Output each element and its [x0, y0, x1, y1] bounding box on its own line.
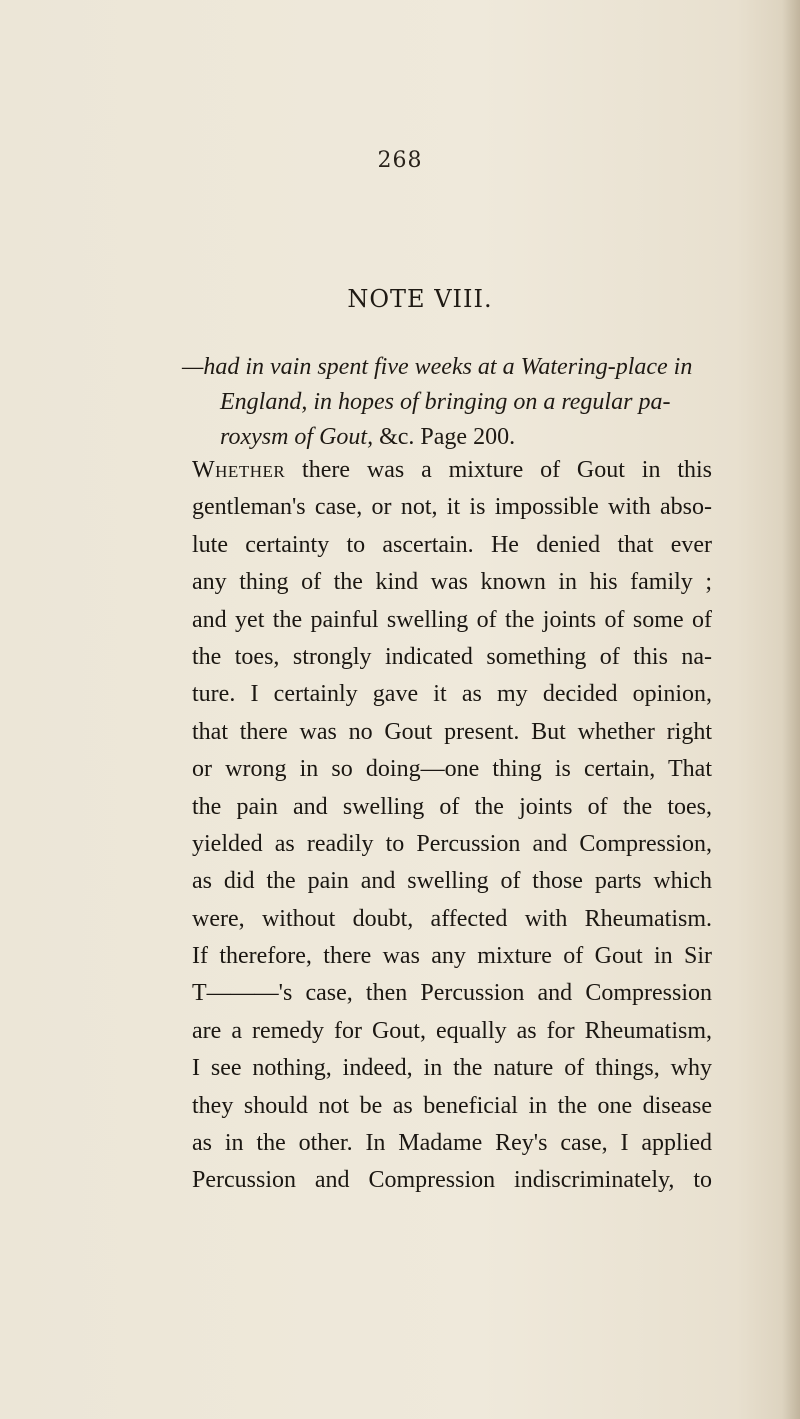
quote-line-1-text: —had in vain spent five weeks at a Watering-place in [182, 354, 693, 380]
body-line: I see nothing, indeed, in the nature of things, why [192, 1055, 712, 1082]
quote-line-2 [182, 385, 702, 420]
body-line: any thing of the kind was known in his family ; [192, 569, 712, 596]
body-line: If therefore, there was any mixture of Gout in Sir [192, 943, 712, 970]
page-number: 268 [377, 148, 423, 173]
body-line: are a remedy for Gout, equally as for Rheumatism, [192, 1017, 712, 1044]
body-line: yielded as readily to Percussion and Compression, [192, 830, 712, 857]
body-line: as did the pain and swelling of those parts which [192, 868, 712, 895]
body-line: ture. I certainly gave it as my decided opinion, [192, 681, 712, 708]
page-edge-shadow [782, 0, 800, 1419]
body-line: T———'s case, then Percussion and Compression [192, 980, 712, 1007]
body-line: they should not be as beneficial in the one disease [192, 1092, 712, 1119]
body-line: lute certainty to ascertain. He denied that ever [192, 531, 712, 558]
body-line-1 [192, 452, 712, 489]
body-line: the toes, strongly indicated something of this na- [192, 643, 712, 670]
body-line: the pain and swelling of the joints of the toes, [192, 793, 712, 820]
body-line: Percussion and Compression indiscriminately, to [192, 1167, 712, 1194]
quote-line-3 [182, 420, 702, 455]
body-line: or wrong in so doing—one thing is certain, That [192, 756, 712, 783]
quote-line-3-rest: &c. Page 200. [373, 424, 516, 450]
quote-line-2-text: England, in hopes of bringing on a regular pa- [220, 389, 671, 415]
lead-word: Whether [192, 457, 286, 483]
quote-line-3-italic: roxysm of Gout, [220, 424, 374, 450]
body-line: and yet the painful swelling of the joints of some of [192, 606, 712, 633]
body-line-1-text: there was a mixture of Gout in this [285, 457, 712, 483]
body-paragraph [192, 452, 712, 1200]
quoted-passage [182, 350, 702, 455]
note-heading: NOTE VIII. [347, 285, 493, 313]
body-line: that there was no Gout present. But whether right [192, 718, 712, 745]
body-line: gentleman's case, or not, it is impossible with abso- [192, 494, 712, 521]
body-line: were, without doubt, affected with Rheumatism. [192, 905, 712, 932]
quote-line-1 [182, 350, 702, 385]
body-line: as in the other. In Madame Rey's case, I applied [192, 1130, 712, 1157]
